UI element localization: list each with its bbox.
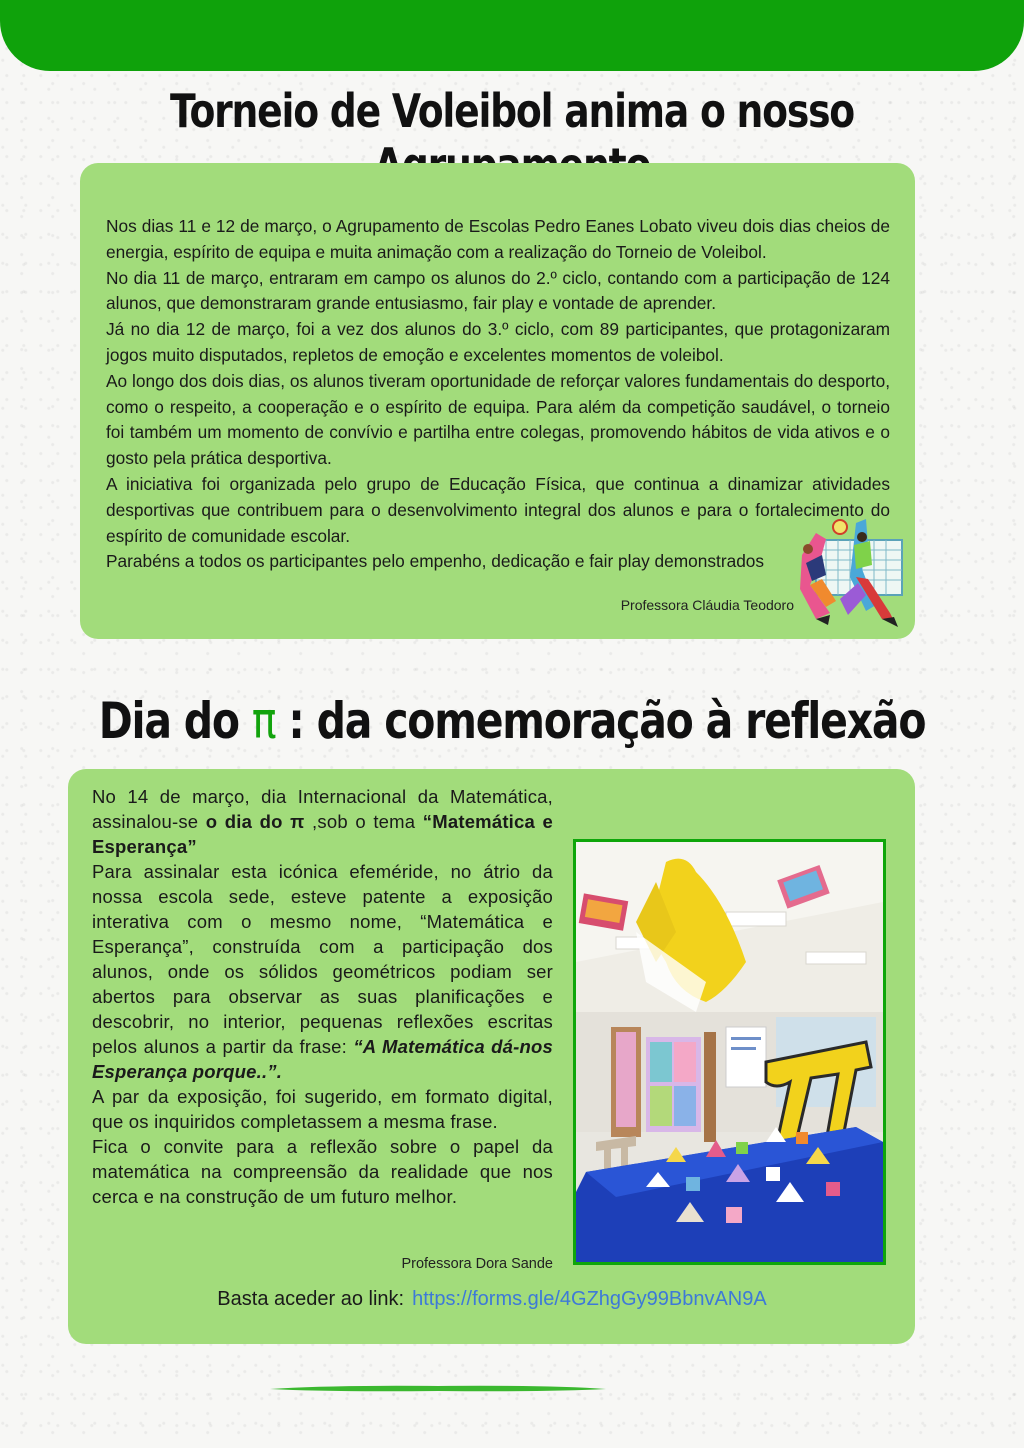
article1-signature: Professora Cláudia Teodoro [620,597,794,613]
article2-title: Dia do π : da comemoração à reflexão [98,692,926,750]
exhibition-photo-image [576,842,883,1262]
article1-paragraph: Ao longo dos dois dias, os alunos tiveram oportunidade de reforçar valores fundamentais do desporto, como o respeito, a cooperação e o espírito de equipa. Para além da competição saudável, o torneio foi também um momento de convívio e partilha entre colegas, promovendo hábitos de vida ativos e o gosto pela prática desportiva. [106,370,890,469]
article2-exhibition: Para assinalar esta icónica efeméride, no átrio da nossa escola sede, esteve patente a exposição interativa com o mesmo nome, “Matemática e Esperança”, construída com a participação dos alunos, onde os sólidos geométricos podiam ser abertos para observar as suas planificações e descobrir, no interior, pequenas reflexões escritas pelos alunos a partir da frase: “A Matemática dá-nos Esperança porque..”. [92,861,553,1082]
form-link[interactable]: https://forms.gle/4GZhgGy99BbnvAN9A [412,1288,767,1310]
article1-body [106,214,890,575]
article1-paragraph: Nos dias 11 e 12 de março, o Agrupamento de Escolas Pedro Eanes Lobato viveu dois dias cheios de energia, espírito de equipa e muita animação com a realização do Torneio de Voleibol. [106,216,890,262]
article2-signature: Professora Dora Sande [401,1256,553,1272]
article2-body [92,784,553,1209]
article1-paragraph: A iniciativa foi organizada pelo grupo de Educação Física, que continua a dinamizar atividades desportivas que contribuem para o desenvolvimento integral dos alunos e para o fortalecimento do espírito de comunidade escolar. [106,473,890,546]
form-link-line [0,1288,984,1311]
article2-intro: No 14 de março, dia Internacional da Matemática, assinalou-se o dia do π ,sob o tema “Matemática e Esperança” [92,786,554,857]
volleyball-players-illustration [796,515,906,630]
article1-paragraph: No dia 11 de março, entraram em campo os alunos do 2.º ciclo, contando com a participação de 124 alunos, que demonstraram grande entusiasmo, fair play e vontade de aprender. [106,267,890,314]
pi-symbol: π [251,692,276,750]
green-brush-divider [268,1384,608,1393]
top-green-banner [0,0,1024,71]
link-label: Basta aceder ao link: [217,1288,405,1310]
article1-paragraph: Já no dia 12 de março, foi a vez dos alunos do 3.º ciclo, com 89 participantes, que protagonizaram jogos muito disputados, repletos de emoção e excelentes momentos de voleibol. [106,319,890,365]
exhibition-photo [573,839,886,1265]
article2-paragraph: Fica o convite para a reflexão sobre o papel da matemática na compreensão da realidade que nos cerca e na construção de um futuro melhor. [92,1136,553,1207]
article1-paragraph: Parabéns a todos os participantes pelo empenho, dedicação e fair play demonstrados [106,551,765,572]
article2-paragraph: A par da exposição, foi sugerido, em formato digital, que os inquiridos completassem a mesma frase. [92,1086,553,1132]
article1-title: Torneio de Voleibol anima o nosso [169,84,854,138]
